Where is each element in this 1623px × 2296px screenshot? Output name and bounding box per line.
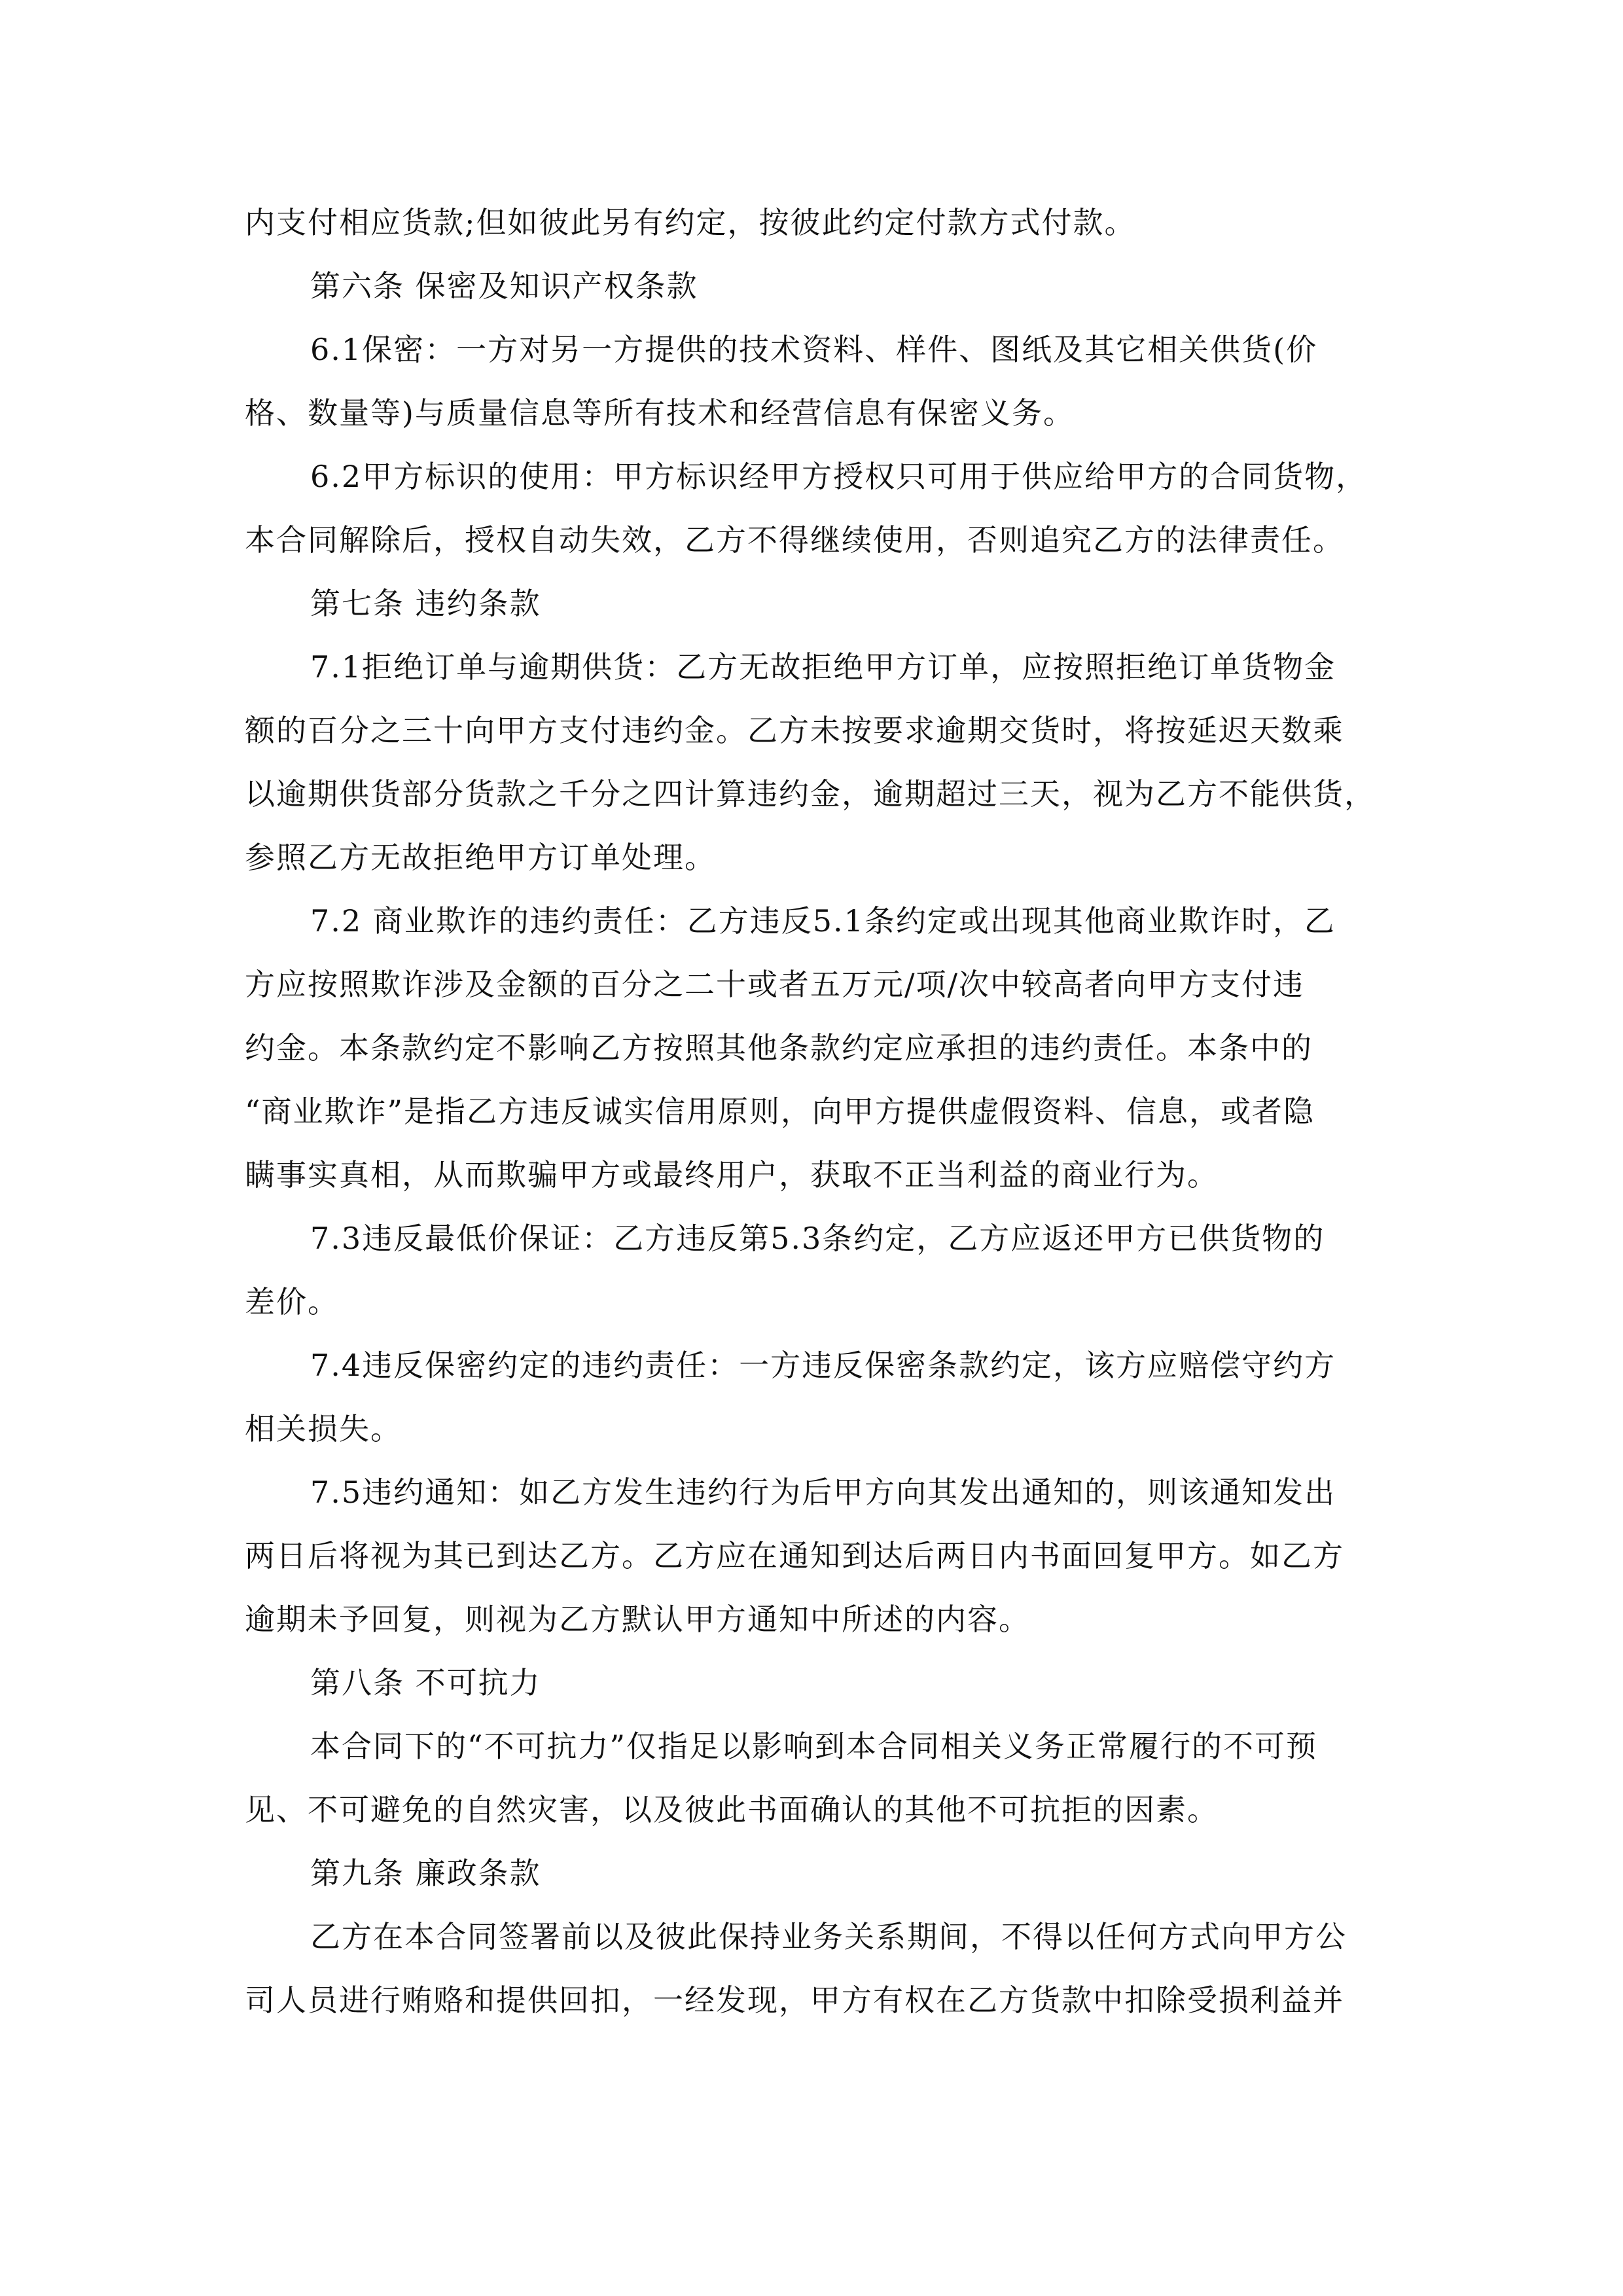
text-line-7-4: 7.4违反保密约定的违约责任：一方违反保密条款约定，该方应赔偿守约方 (310, 1348, 1336, 1383)
text-line-6-1: 6.1保密：一方对另一方提供的技术资料、样件、图纸及其它相关供货(价 (310, 332, 1318, 367)
text-line-7-2-cont-2: 约金。本条款约定不影响乙方按照其他条款约定应承担的违约责任。本条中的 (245, 1030, 1313, 1066)
text-line-7-1-cont-2: 以逾期供货部分货款之千分之四计算违约金，逾期超过三天，视为乙方不能供货， (245, 776, 1376, 812)
section-heading-article-6: 第六条 保密及知识产权条款 (310, 268, 698, 304)
text-line-6-1-cont: 格、数量等)与质量信息等所有技术和经营信息有保密义务。 (245, 395, 1075, 431)
text-line-article-8-cont: 见、不可避免的自然灾害，以及彼此书面确认的其他不可抗拒的因素。 (245, 1792, 1219, 1827)
text-line-payment-clause-end: 内支付相应货款;但如彼此另有约定，按彼此约定付款方式付款。 (245, 205, 1136, 240)
text-line-article-8: 本合同下的“不可抗力”仅指足以影响到本合同相关义务正常履行的不可预 (310, 1729, 1318, 1764)
text-line-7-2: 7.2 商业欺诈的违约责任：乙方违反5.1条约定或出现其他商业欺诈时，乙 (310, 903, 1336, 939)
text-line-7-1-cont-3: 参照乙方无故拒绝甲方订单处理。 (245, 840, 716, 875)
text-line-7-5: 7.5违约通知：如乙方发生违约行为后甲方向其发出通知的，则该通知发出 (310, 1475, 1336, 1510)
text-line-7-3-cont: 差价。 (245, 1284, 339, 1319)
text-line-article-9-cont: 司人员进行贿赂和提供回扣，一经发现，甲方有权在乙方货款中扣除受损利益并 (245, 1982, 1344, 2018)
section-heading-article-8: 第八条 不可抗力 (310, 1665, 541, 1700)
text-line-7-2-cont-3: “商业欺诈”是指乙方违反诚实信用原则，向甲方提供虚假资料、信息，或者隐 (245, 1094, 1315, 1129)
text-line-7-4-cont: 相关损失。 (245, 1411, 402, 1446)
text-line-6-2: 6.2甲方标识的使用：甲方标识经甲方授权只可用于供应给甲方的合同货物， (310, 459, 1368, 494)
text-line-article-9: 乙方在本合同签署前以及彼此保持业务关系期间，不得以任何方式向甲方公 (310, 1919, 1347, 1954)
text-line-7-5-cont-2: 逾期未予回复，则视为乙方默认甲方通知中所述的内容。 (245, 1602, 1030, 1637)
text-line-7-1: 7.1拒绝订单与逾期供货：乙方无故拒绝甲方订单，应按照拒绝订单货物金 (310, 649, 1336, 685)
section-heading-article-7: 第七条 违约条款 (310, 586, 541, 621)
text-line-7-1-cont-1: 额的百分之三十向甲方支付违约金。乙方未按要求逾期交货时，将按延迟天数乘 (245, 713, 1344, 748)
text-line-7-3: 7.3违反最低价保证：乙方违反第5.3条约定，乙方应返还甲方已供货物的 (310, 1221, 1325, 1256)
text-line-7-2-cont-1: 方应按照欺诈涉及金额的百分之二十或者五万元/项/次中较高者向甲方支付违 (245, 967, 1304, 1002)
section-heading-article-9: 第九条 廉政条款 (310, 1856, 541, 1891)
text-line-7-2-cont-4: 瞒事实真相，从而欺骗甲方或最终用户，获取不正当利益的商业行为。 (245, 1157, 1219, 1193)
text-line-6-2-cont: 本合同解除后，授权自动失效，乙方不得继续使用，否则追究乙方的法律责任。 (245, 522, 1344, 558)
text-line-7-5-cont-1: 两日后将视为其已到达乙方。乙方应在通知到达后两日内书面回复甲方。如乙方 (245, 1538, 1344, 1573)
